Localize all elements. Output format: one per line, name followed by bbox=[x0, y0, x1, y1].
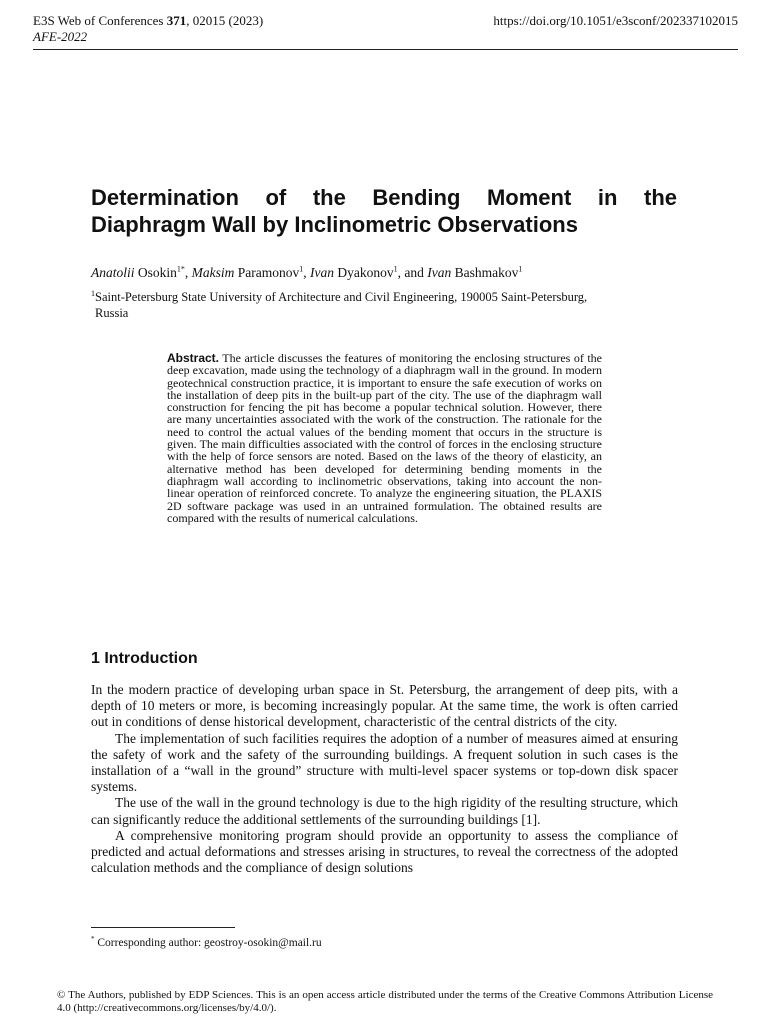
affiliation-marker: 1 bbox=[91, 288, 95, 298]
affiliation-country: Russia bbox=[95, 305, 129, 320]
author: Anatolii Osokin$^{1*}$ bbox=[91, 264, 185, 280]
title-line-2: Diaphragm Wall by Inclinometric Observations bbox=[91, 212, 578, 237]
body-text bbox=[91, 682, 678, 876]
section-heading: 1 Introduction bbox=[91, 650, 198, 667]
affiliation-text: Saint-Petersburg State University of Architecture and Civil Engineering, 190005 Saint-Petersburg, bbox=[95, 290, 588, 304]
footnote-marker: * bbox=[91, 935, 95, 944]
abstract-text: The article discusses the features of monitoring the enclosing structures of the deep excavation, made using the technology of a diaphragm wall in the ground. In modern geotechnical construction practice, it is important to ensure the safe execution of works on the installation of deep pits in the built-up part of the city. The use of the diaphragm wall construction for fencing the pit has become a popular technical solution. However, there are many uncertainties associated with the work of the construction. The rationale for the need to control the actual values of the bending moment that occurs in the structure is given. The main difficulties associated with the control of forces in the enclosing structure with the help of force sensors are noted. Based on the laws of the theory of elasticity, an alternative method has been developed for determining bending moments in the diaphragm wall according to inclinometric observations, taking into account the non-linear operation of reinforced concrete. To analyze the engineering situation, the PLAXIS 2D software package was used in an untrained formulation. The obtained results are compared with the results of numerical calculations. bbox=[167, 351, 602, 525]
running-header bbox=[33, 13, 263, 45]
journal-name: E3S Web of Conferences bbox=[33, 13, 167, 28]
abstract bbox=[167, 352, 602, 524]
affiliation bbox=[91, 290, 671, 321]
title-line-1: Determination of the Bending Moment in the bbox=[91, 185, 677, 210]
license-notice: © The Authors, published by EDP Sciences. This is an open access article distributed under the terms of the Creative Commons Attribution License 4.0 (http://creativecommons.org/licenses/by/4.0/). bbox=[57, 989, 713, 1014]
paragraph: The use of the wall in the ground technology is due to the high rigidity of the resulting structure, which can significantly reduce the additional settlements of the surrounding buildings [1]. bbox=[91, 795, 678, 827]
author-list: Anatolii Osokin$^{1*}$, Maksim Paramonov$^1$, Ivan Dyakonov$^1$, and Ivan Bashmakov$^1$ bbox=[91, 264, 523, 280]
paragraph: In the modern practice of developing urban space in St. Petersburg, the arrangement of deep pits, with a depth of 10 meters or more, is becoming increasingly popular. At the same time, the work is often carried out in conditions of dense historical development, characteristic of the central districts of the city. bbox=[91, 682, 678, 730]
author: Ivan Dyakonov$^1$ bbox=[310, 264, 398, 280]
journal-line bbox=[33, 13, 263, 29]
article-number-year: , 02015 (2023) bbox=[186, 13, 264, 28]
conference-series: AFE-2022 bbox=[33, 29, 88, 44]
paper-title bbox=[91, 184, 677, 238]
journal-volume: 371 bbox=[166, 13, 187, 28]
doi-link[interactable]: https://doi.org/10.1051/e3sconf/202337102015 bbox=[493, 13, 738, 28]
abstract-label: Abstract. bbox=[167, 351, 220, 365]
author: Ivan Bashmakov$^1$ bbox=[427, 264, 523, 280]
header-divider bbox=[33, 49, 738, 50]
author: Maksim Paramonov$^1$ bbox=[191, 264, 304, 280]
paragraph: A comprehensive monitoring program should provide an opportunity to assess the compliance of predicted and actual deformations and stresses arising in structures, to reveal the correctness of the adopted calculation methods and the compliance of design solutions bbox=[91, 827, 678, 876]
footnote bbox=[91, 936, 322, 950]
footnote-divider bbox=[91, 927, 235, 928]
paragraph: The implementation of such facilities requires the adoption of a number of measures aimed at ensuring the safety of work and the safety of the surrounding buildings. A frequent solution in such cases is the installation of a “wall in the ground” structure with multi-level spacer systems or top-down disk spacer systems. bbox=[91, 730, 678, 795]
footnote-text: Corresponding author: geostroy-osokin@mail.ru bbox=[94, 937, 322, 949]
